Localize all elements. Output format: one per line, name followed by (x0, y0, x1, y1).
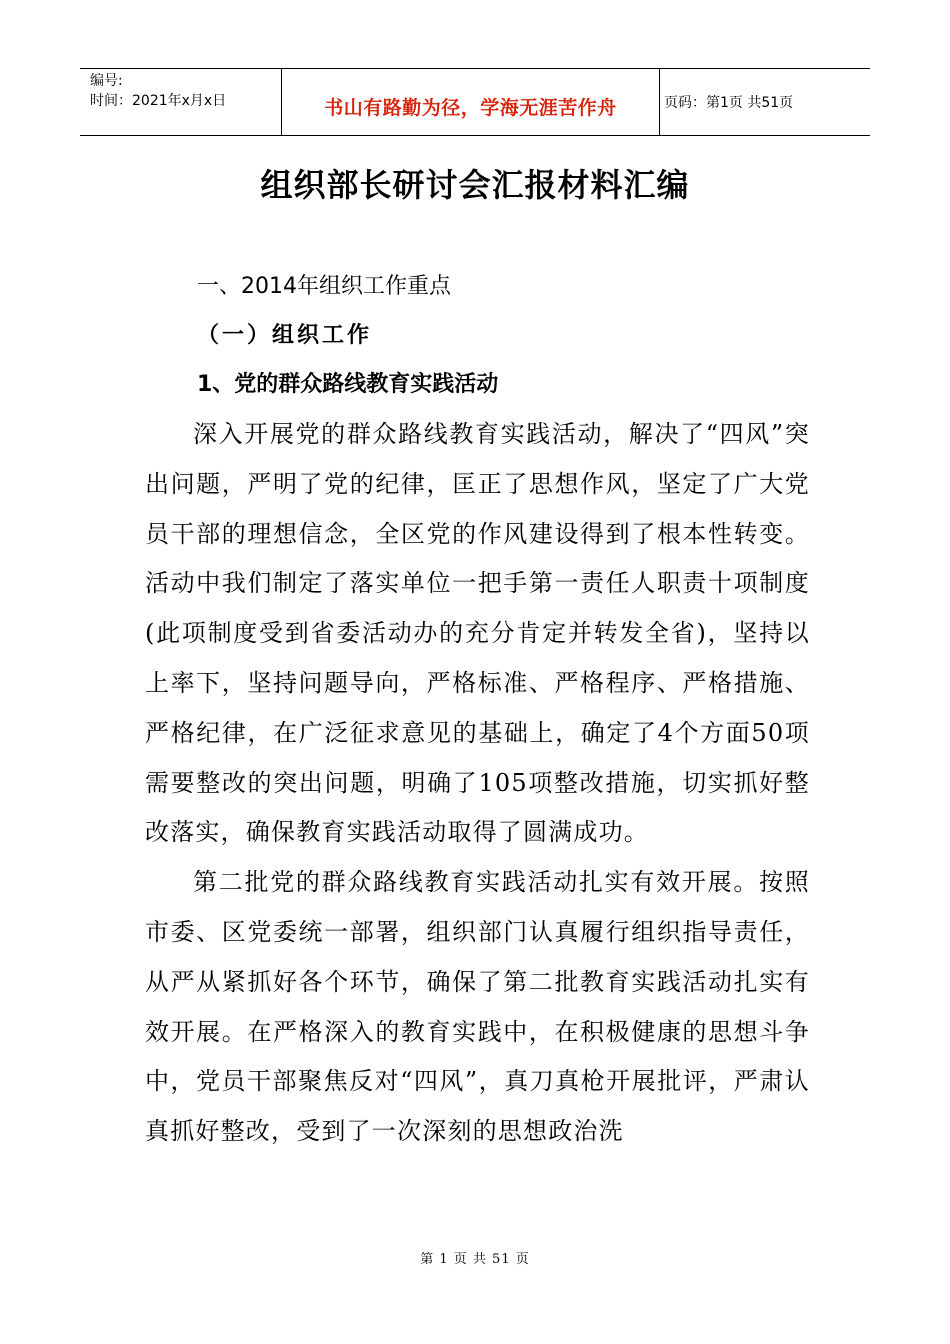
section-heading: 一、2014年组织工作重点 (197, 274, 451, 299)
document-date-label: 时间：2021年x月x日 (90, 93, 227, 109)
document-number-label: 编号: (90, 73, 123, 89)
header-table (80, 68, 870, 136)
document-body (145, 262, 810, 1157)
document-title: 组织部长研讨会汇报材料汇编 (260, 166, 690, 204)
header-meta-cell (80, 69, 282, 135)
header-page-cell (660, 69, 870, 135)
subsection-heading: （一）组织工作 (197, 323, 373, 348)
body-paragraph: 深入开展党的群众路线教育实践活动，解决了“四风”突出问题，严明了党的纪律，匡正了思想作风，坚定了广大党员干部的理想信念，全区党的作风建设得到了根本性转变。活动中我们制定了落实单位一把手第一责任人职责十项制度(此项制度受到省委活动办的充分肯定并转发全省)，坚持以上率下，坚持问题导向，严格标准、严格程序、严格措施、严格纪律，在广泛征求意见的基础上，确定了4个方面50项需要整改的突出问题，明确了105项整改措施，切实抓好整改落实，确保教育实践活动取得了圆满成功。 (145, 420, 810, 847)
body-paragraph: 第二批党的群众路线教育实践活动扎实有效开展。按照市委、区党委统一部署，组织部门认真履行组织指导责任，从严从紧抓好各个环节，确保了第二批教育实践活动扎实有效开展。在严格深入的教育实践中，在积极健康的思想斗争中，党员干部聚焦反对“四风”，真刀真枪开展批评，严肃认真抓好整改，受到了一次深刻的思想政治洗 (145, 868, 810, 1146)
header-motto-cell (282, 69, 660, 135)
header-motto: 书山有路勤为径，学海无涯苦作舟 (324, 96, 617, 119)
page-footer: 第 1 页 共 51 页 (420, 1252, 530, 1267)
item-heading: 1、党的群众路线教育实践活动 (197, 372, 499, 397)
header-page-info: 页码：第1页 共51页 (664, 95, 794, 111)
